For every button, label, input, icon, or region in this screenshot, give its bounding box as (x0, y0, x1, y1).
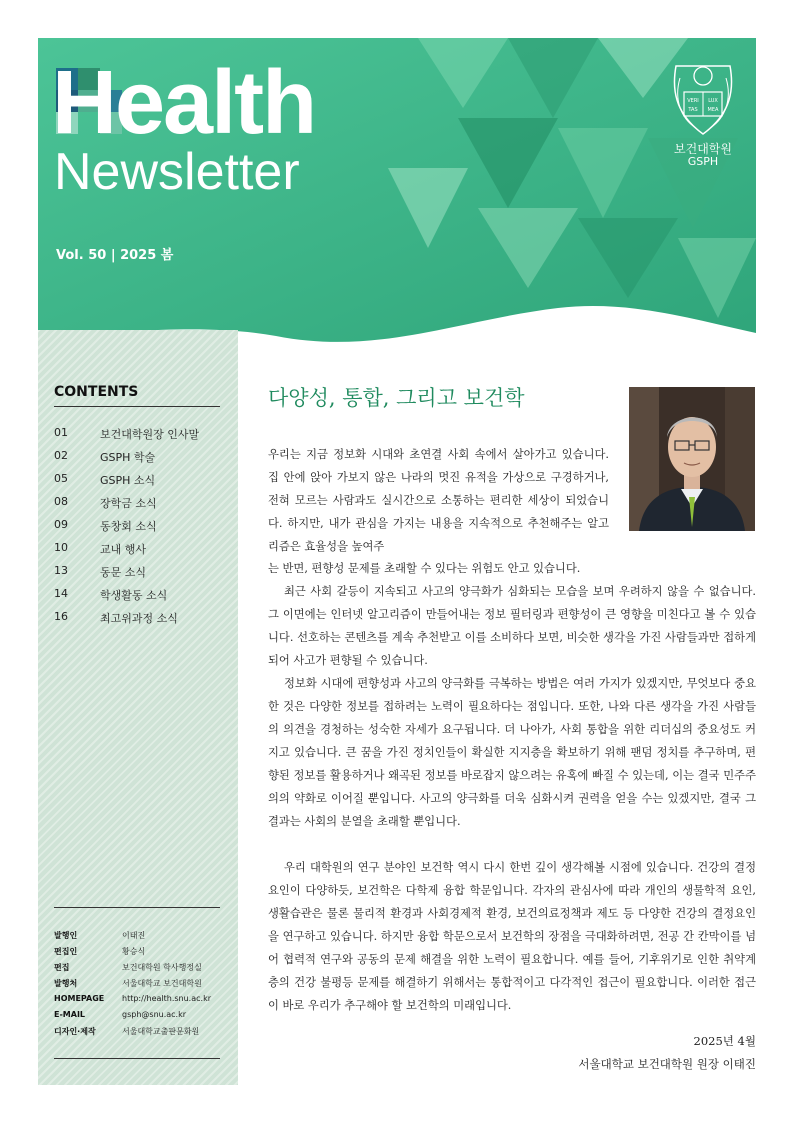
toc-item[interactable] (54, 541, 224, 564)
logo-health: Health (52, 53, 316, 153)
toc-item[interactable] (54, 472, 224, 495)
colophon-value: 서울대학교출판문화원 (122, 1027, 200, 1036)
colophon-key: 발행처 (54, 979, 78, 988)
university-seal-icon (666, 58, 740, 138)
toc-page: 05 (54, 472, 68, 485)
paragraph-1-end: 는 반면, 편향성 문제를 초래할 수 있다는 위험도 안고 있습니다. (268, 562, 581, 575)
toc-label: 학생활동 소식 (100, 589, 168, 602)
colophon-row (54, 994, 226, 1010)
toc-label: GSPH 학술 (100, 451, 156, 464)
colophon-value: 이태진 (122, 931, 146, 940)
colophon-row (54, 962, 226, 978)
table-of-contents (54, 426, 224, 633)
paragraph-2: 최근 사회 갈등이 지속되고 사고의 양극화가 심화되는 모습을 보며 우려하지 않을 수 없습니다. 그 이면에는 인터넷 알고리즘이 만들어내는 정보 필터링과 편향성이 큰 영향을 미친다고 볼 수 있습니다. 선호하는 콘텐츠를 계속 추천받고 이를 소비하다 보면, 비슷한 생각을 가진 사람들과만 접하게 되어 사고가 편향될 수 있습니다. (268, 585, 756, 667)
toc-label: 동문 소식 (100, 566, 147, 579)
colophon-key: 디자인·제작 (54, 1027, 96, 1036)
toc-page: 02 (54, 449, 68, 462)
colophon-row (54, 1026, 226, 1042)
toc-item[interactable] (54, 564, 224, 587)
colophon-row (54, 946, 226, 962)
svg-text:TAS: TAS (688, 107, 698, 113)
divider (54, 406, 220, 407)
colophon-row (54, 978, 226, 994)
toc-item[interactable] (54, 426, 224, 449)
toc-item[interactable] (54, 610, 224, 633)
paragraph-1: 우리는 지금 정보화 시대와 초연결 사회 속에서 살아가고 있습니다. 집 안에 앉아 가보지 않은 나라의 멋진 유적을 가상으로 구경하거나, 전혀 모르는 사람과도 실시간으로 소통하는 편리한 세상이 되었습니다. 하지만, 내가 관심을 가지는 내용을 지속적으로 추천해주는 알고리즘은 효율성을 높여주 (268, 448, 609, 553)
colophon-row (54, 930, 226, 946)
colophon-row (54, 1010, 226, 1026)
toc-page: 01 (54, 426, 68, 439)
svg-text:VERI: VERI (687, 98, 699, 104)
email-link[interactable]: gsph@snu.ac.kr (122, 1010, 187, 1019)
article-date: 2025년 4월 (693, 1034, 756, 1048)
school-abbr: GSPH (687, 155, 719, 168)
volume-label: Vol. 50 | 2025 봄 (56, 248, 174, 263)
toc-item[interactable] (54, 449, 224, 472)
toc-page: 10 (54, 541, 68, 554)
article-title: 다양성, 통합, 그리고 보건학 (268, 386, 525, 410)
svg-text:LUX: LUX (708, 98, 718, 104)
toc-page: 14 (54, 587, 68, 600)
divider (54, 907, 220, 908)
svg-text:MEA: MEA (707, 107, 719, 113)
toc-label: 장학금 소식 (100, 497, 157, 510)
toc-label: GSPH 소식 (100, 474, 156, 487)
homepage-link[interactable]: http://health.snu.ac.kr (122, 994, 211, 1003)
toc-label: 보건대학원장 인사말 (100, 428, 200, 441)
toc-item[interactable] (54, 495, 224, 518)
toc-page: 16 (54, 610, 68, 623)
contents-title: CONTENTS (54, 384, 139, 400)
toc-item[interactable] (54, 518, 224, 541)
colophon-key: 편집 (54, 963, 70, 972)
school-name: 보건대학원 (674, 142, 732, 156)
divider (54, 1058, 220, 1059)
toc-label: 교내 행사 (100, 543, 147, 556)
toc-label: 동창회 소식 (100, 520, 157, 533)
colophon-key: E-MAIL (54, 1010, 86, 1019)
paragraph-4: 우리 대학원의 연구 분야인 보건학 역시 다시 한번 깊이 생각해볼 시점에 있습니다. 건강의 결정요인이 다양하듯, 보건학은 다학제 융합 학문입니다. 각자의 관심사에 따라 개인의 생물학적 요인, 생활습관은 물론 물리적 환경과 사회경제적 환경, 보건의료정책과 제도 등 다양한 건강의 결정요인을 연구하고 있습니다. 하지만 융합 학문으로서 보건학의 장점을 극대화하려면, 전공 간 칸막이를 넘어 협력적 연구와 공동의 문제 해결을 위한 노력이 필요합니다. 예를 들어, 기후위기로 인한 취약계층의 건강 불평등 문제를 해결하기 위해서는 통합적이고 다각적인 접근이 필요합니다. 이러한 접근이 바로 우리가 추구해야 할 보건학의 미래입니다. (268, 861, 756, 1012)
colophon-value: 보건대학원 학사행정실 (122, 963, 202, 972)
toc-label: 최고위과정 소식 (100, 612, 178, 625)
logo-newsletter: Newsletter (54, 143, 300, 201)
toc-page: 13 (54, 564, 68, 577)
colophon-key: 발행인 (54, 931, 78, 940)
article-signature: 서울대학교 보건대학원 원장 이태진 (578, 1057, 756, 1071)
colophon-key: HOMEPAGE (54, 994, 105, 1003)
colophon-key: 편집인 (54, 947, 78, 956)
colophon-value: 황승식 (122, 947, 146, 956)
toc-page: 08 (54, 495, 68, 508)
colophon-value: 서울대학교 보건대학원 (122, 979, 202, 988)
toc-page: 09 (54, 518, 68, 531)
paragraph-3: 정보화 시대에 편향성과 사고의 양극화를 극복하는 방법은 여러 가지가 있겠지만, 무엇보다 중요한 것은 다양한 정보를 접하려는 노력이 필요하다는 점입니다. 또한, 나와 다른 생각을 가진 사람들의 의견을 경청하는 성숙한 자세가 요구됩니다. 더 나아가, 사회 통합을 위한 리더십의 중요성도 커지고 있습니다. 큰 꿈을 가진 정치인들이 확실한 지지층을 확보하기 위해 팬덤 정치를 추구하며, 편향된 정보를 활용하거나 왜곡된 정보를 바로잡지 않으려는 유혹에 빠질 수 있는데, 이는 결국 민주주의의 약화로 이어질 뿐입니다. 사고의 양극화를 더욱 심화시켜 권력을 얻을 수는 있겠지만, 결국 그 결과는 사회의 분열을 초래할 뿐입니다. (268, 677, 756, 828)
toc-item[interactable] (54, 587, 224, 610)
colophon (54, 930, 226, 1042)
dean-portrait (629, 387, 755, 531)
